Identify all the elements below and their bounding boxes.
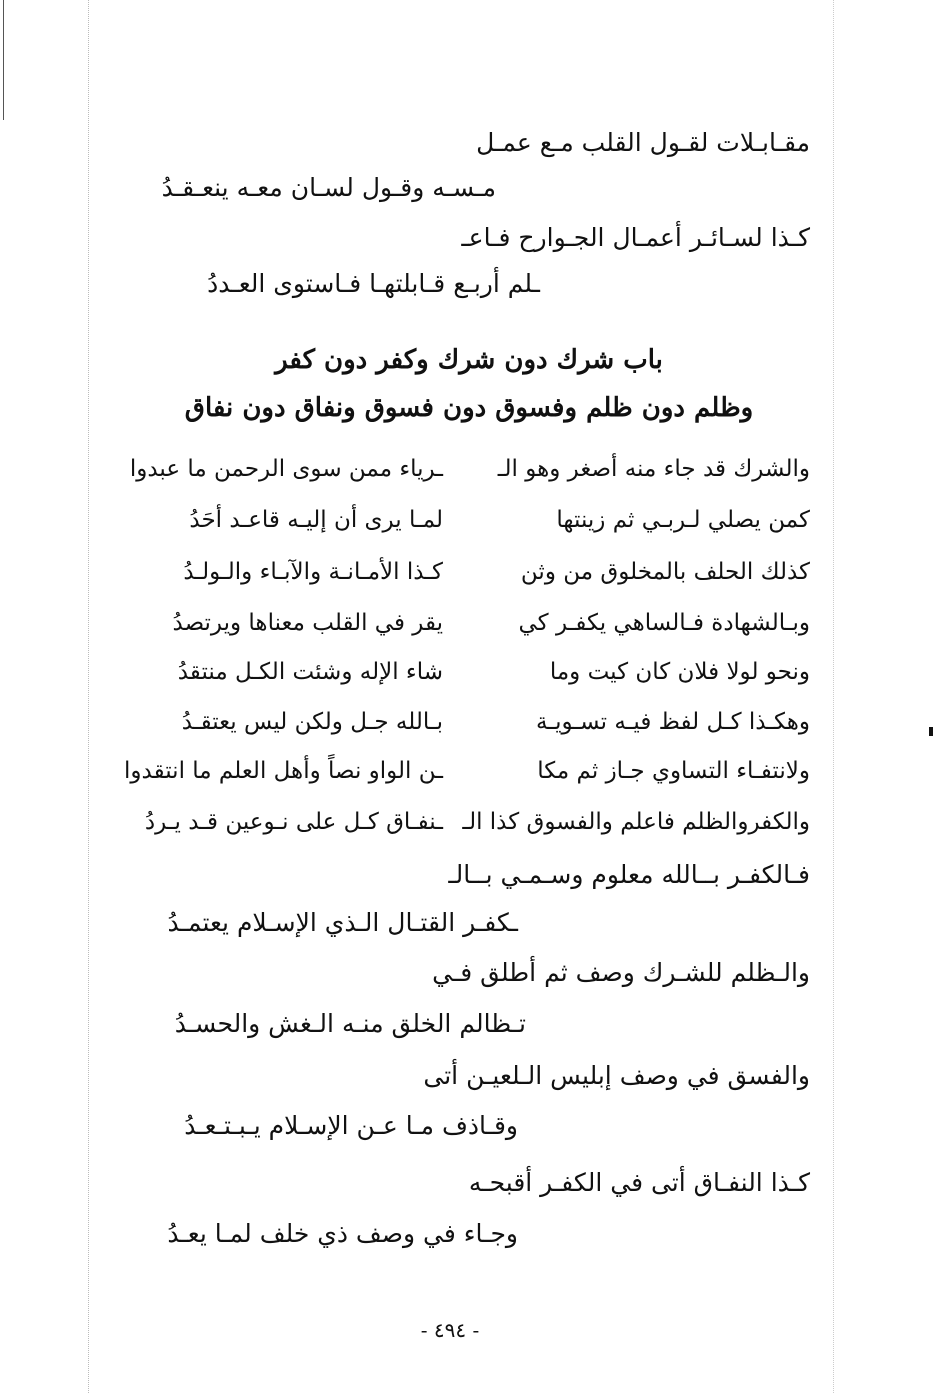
verse-line: وقـاذف مـا عـن الإسـلام يـبـتـعـدُ (184, 1111, 518, 1140)
chapter-title-line-1: باب شرك دون شرك وكفر دون كفر (275, 345, 663, 375)
scan-edge-mark (929, 727, 933, 736)
page-number: - ٤٩٤ - (420, 1318, 480, 1342)
verse-line: مقـابـلات لقـول القلب مـع عمـل (476, 128, 810, 157)
verse-first-hemistich: والشرك قد جاء منه أصغر وهو الـ (497, 456, 810, 482)
scan-edge-line (3, 0, 4, 120)
verse-line: كـذا النفـاق أتى في الكفـر أقبحـه (468, 1168, 810, 1197)
verse-first-hemistich: والكفروالظلم فاعلم والفسوق كذا الـ (462, 809, 810, 835)
verse-first-hemistich: وهكـذا كـل لفظ فيـه تسـويـة (536, 709, 810, 735)
verse-second-hemistich: ـرياء ممن سوى الرحمن ما عبدوا (129, 456, 443, 482)
verse-first-hemistich: كذلك الحلف بالمخلوق من وثن (520, 559, 810, 585)
verse-line: وجـاء في وصف ذي خلف لمـا يعـدُ (167, 1219, 518, 1248)
verse-first-hemistich: ولانتفـاء التساوي جـاز ثم مكا (537, 758, 810, 784)
scan-fold-line (833, 0, 834, 1393)
verse-first-hemistich: كمن يصلي لـربـي ثم زينتها (556, 507, 810, 533)
verse-second-hemistich: شاء الإله وشئت الكـل منتقدُ (177, 659, 443, 685)
verse-line: كـذا لسـائـر أعمـال الجـوارح فـاعـ (461, 223, 810, 252)
verse-line: والـظلم للشـرك وصف ثم أطلق فـي (432, 958, 810, 987)
verse-line: مـسـه وقـول لسـان معـه ينعـقـدُ (161, 173, 496, 202)
verse-line: والفسق في وصف إبليس الـلعيـن أتى (423, 1061, 810, 1090)
verse-second-hemistich: يقر في القلب معناها ويرتصدُ (172, 610, 443, 636)
chapter-title-line-2: وظلم دون ظلم وفسوق دون فسوق ونفاق دون نفاق (184, 393, 754, 423)
verse-second-hemistich: ـنفـاق كـل على نـوعين قـد يـردُ (144, 809, 443, 835)
verse-line: فـالكفـر بــالله معلوم وسـمـي بــالـ (448, 860, 810, 889)
verse-second-hemistich: ـن الواو نصاً وأهل العلم ما انتقدوا (124, 758, 443, 784)
verse-first-hemistich: وبـالشهادة فـالساهي يكفـر كي (518, 610, 810, 636)
verse-line: ـلم أربـع قـابلتهـا فـاستوى العـددُ (207, 269, 540, 298)
verse-second-hemistich: كـذا الأمـانـة والآبـاء والـولـدُ (183, 559, 443, 585)
verse-line: تـظالم الخلق منـه الـغش والحسـدُ (174, 1009, 526, 1038)
verse-second-hemistich: لمـا يرى أن إليـه قاعـد أحَدُ (189, 507, 443, 533)
verse-second-hemistich: بـالله جـل ولكن ليس يعتقـدُ (181, 709, 443, 735)
verse-first-hemistich: ونحو لولا فلان كان كيت وما (549, 659, 810, 685)
scan-fold-line (88, 0, 89, 1393)
verse-line: ـكفـر القتـال الـذي الإسـلام يعتمـدُ (167, 908, 518, 937)
